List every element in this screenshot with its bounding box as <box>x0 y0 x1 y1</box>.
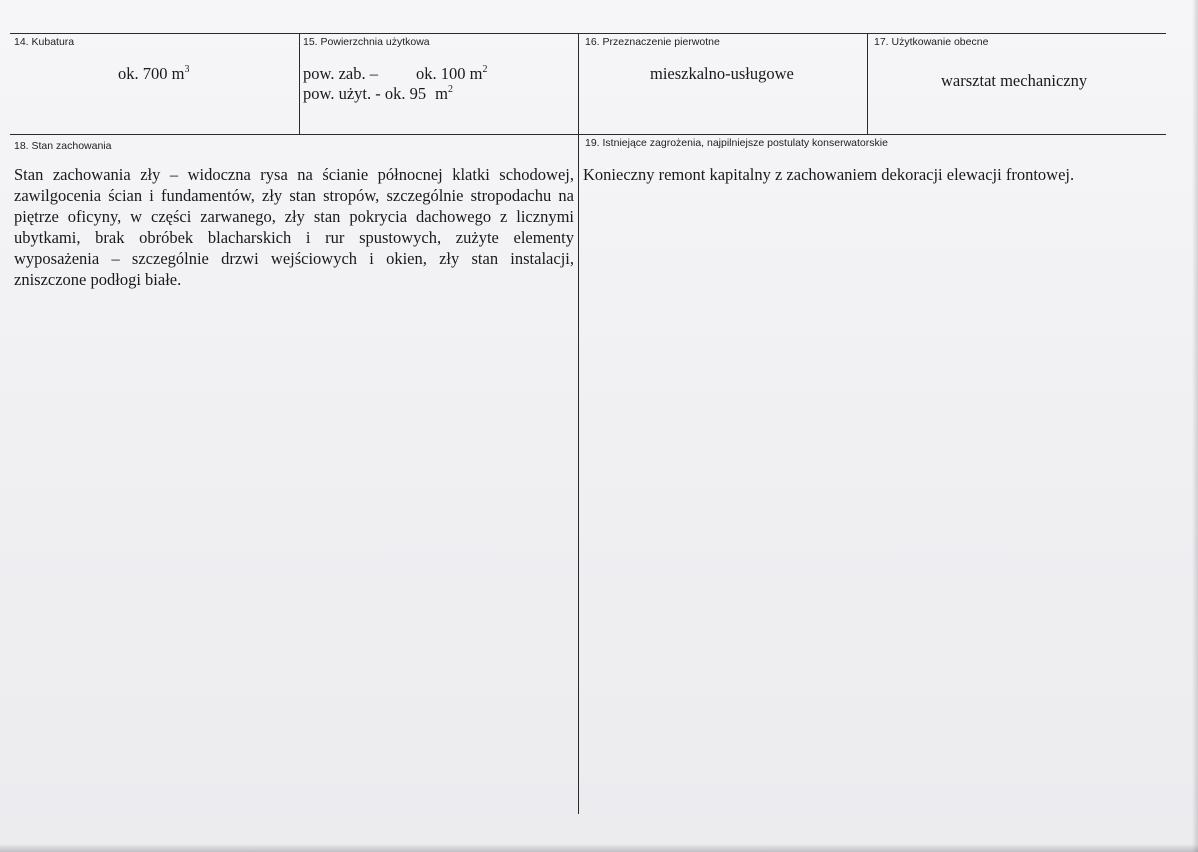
section-17-value: warsztat mechaniczny <box>941 71 1088 90</box>
section-15-label: 15. Powierzchnia użytkowa <box>303 36 430 48</box>
divider-18-19 <box>578 134 579 814</box>
divider-15-16 <box>578 33 579 135</box>
section-15-line2-sup: 2 <box>447 84 453 95</box>
section-15-line1-label: pow. zab. – <box>303 64 378 83</box>
section-15-line1 <box>303 64 487 84</box>
section-14-value <box>118 64 189 84</box>
section-15-line2-value: m <box>435 84 448 103</box>
section-14-value-text: ok. 700 m <box>118 64 185 83</box>
section-19-label: 19. Istniejące zagrożenia, najpilniejsze postulaty konserwatorskie <box>585 137 888 149</box>
section-15-line1-sup: 2 <box>482 64 488 75</box>
page-right-shadow <box>1192 0 1198 852</box>
row1-bottom-border <box>10 134 1166 135</box>
section-18-label: 18. Stan zachowania <box>14 140 112 152</box>
divider-16-17 <box>867 33 868 135</box>
section-15-line2 <box>303 84 453 104</box>
section-16-value: mieszkalno-usługowe <box>650 64 794 83</box>
section-14-value-sup: 3 <box>184 64 190 75</box>
section-15-line2-label: pow. użyt. - ok. 95 <box>303 84 427 103</box>
divider-14-15 <box>299 33 300 135</box>
section-14-label: 14. Kubatura <box>14 36 75 48</box>
section-17-label: 17. Użytkowanie obecne <box>874 36 989 48</box>
section-19-text: Konieczny remont kapitalny z zachowaniem dekoracji elewacji frontowej. <box>583 165 1075 184</box>
row1-top-border <box>10 33 1166 34</box>
section-15-line1-value: ok. 100 m <box>416 64 483 83</box>
section-18-text: Stan zachowania zły – widoczna rysa na ścianie północnej klatki schodowej, zawilgocenia ścian i fundamentów, zły stan stropów, szczególnie stropodachu na piętrze oficyny, w części zarwanego, zły stan pokrycia dachowego z licznymi ubytkami, brak obróbek blacharskich i rur spustowych, zużyte elementy wyposażenia – szczególnie drzwi wejściowych i okien, zły stan instalacji, zniszczone podłogi białe. <box>14 165 574 289</box>
section-16-label: 16. Przeznaczenie pierwotne <box>585 36 720 48</box>
page-bottom-shadow <box>0 844 1198 852</box>
